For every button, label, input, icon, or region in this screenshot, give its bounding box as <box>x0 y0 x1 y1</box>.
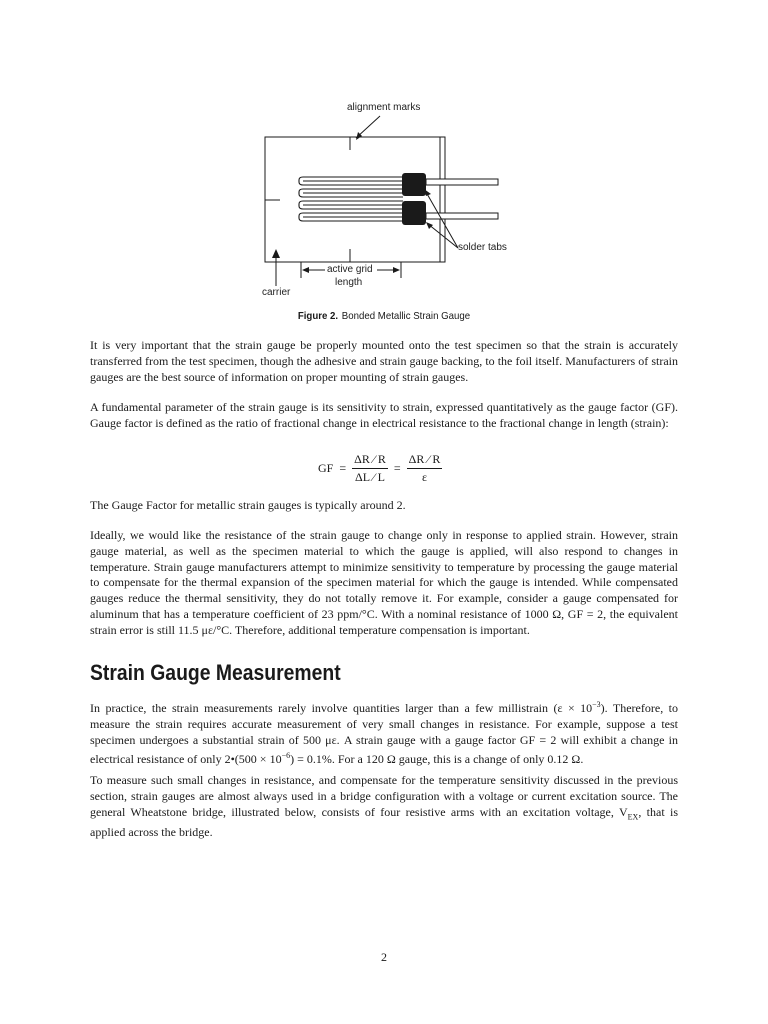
paragraph-bridge-subscript: EX <box>627 811 639 821</box>
foil-grid <box>299 177 403 221</box>
paragraph-bridge-part-b: , that is applied across the bridge. <box>90 804 678 839</box>
carrier-label: carrier <box>262 287 291 298</box>
paragraph-bridge <box>90 773 678 841</box>
equation-equals-2: = <box>393 461 401 475</box>
paragraph-gauge-factor: A fundamental parameter of the strain gauge is its sensitivity to strain, expressed quantitatively as the gauge factor (GF). Gauge factor is defined as the ratio of fractional change in electrical resistance to the fractional change in length (strain): <box>90 400 678 430</box>
active-grid-label-line1: active grid <box>327 264 373 275</box>
paragraph-bridge-part-a: To measure such small changes in resistance, and compensate for the temperature sensitivity discussed in the previous section, strain gauges are almost always used in a bridge configuration with a voltage or current excitation source. The general Wheatstone bridge, illustrated below, consists of four resistive arms with an excitation voltage, V <box>90 773 678 819</box>
strain-gauge-diagram <box>0 0 768 310</box>
paragraph-practice-part-b: ). Therefore, to measure the strain requires accurate measurement of very small changes in resistance. For example, suppose a test specimen undergoes a substantial strain of 500 με. A strain gauge with a gauge factor GF = 2 will exhibit a change in electrical resistance of only 2•(500 × 10 <box>90 701 678 767</box>
alignment-marks-label: alignment marks <box>347 102 421 113</box>
equation-lhs: GF <box>318 461 334 475</box>
carrier-outline <box>265 137 445 262</box>
paragraph-practice-exponent-2: −6 <box>281 751 291 761</box>
paragraph-practice-exponent-1: −3 <box>592 700 601 709</box>
equation-fraction-2 <box>407 452 443 485</box>
equation-fraction-1-numerator: ΔR ⁄ R <box>352 452 388 469</box>
equation-fraction-1 <box>352 452 388 485</box>
figure-caption <box>31 310 738 322</box>
paragraph-temperature: Ideally, we would like the resistance of the strain gauge to change only in response to applied strain. However, strain gauge material, as well as the specimen material to which the gauge is applied, will also respond to changes in temperature. Strain gauge manufacturers attempt to minimize sensitivity to temperature by processing the gauge material to compensate for the thermal expansion of the specimen material for which the gauge is intended. While compensated gauges reduce the thermal sensitivity, they do not totally remove it. For example, consider a gauge compensated for aluminum that has a temperature coefficient of 23 ppm/°C. With a nominal resistance of 1000 Ω, GF = 2, the equivalent strain error is still 11.5 με/°C. Therefore, additional temperature compensation is important. <box>90 528 678 637</box>
gauge-factor-equation <box>318 452 442 485</box>
solder-tabs-leader-bottom <box>428 224 458 248</box>
paragraph-practice-part-c: ) = 0.1%. For a 120 Ω gauge, this is a change of only 0.12 Ω. <box>290 752 584 767</box>
strain-gauge-figure <box>0 0 768 330</box>
carrier-arrowhead <box>272 249 280 258</box>
equation-fraction-2-denominator: ε <box>421 470 428 484</box>
solder-tabs-arrowhead-bottom <box>426 222 433 229</box>
active-grid-label-line2: length <box>335 277 363 288</box>
section-heading: Strain Gauge Measurement <box>90 660 341 685</box>
paragraph-practice-part-a: In practice, the strain measurements rarely involve quantities larger than a few millistrain (ε × 10 <box>90 701 593 715</box>
paragraph-typical-gf: The Gauge Factor for metallic strain gauges is typically around 2. <box>90 498 406 512</box>
equation-fraction-2-numerator: ΔR ⁄ R <box>407 452 443 469</box>
equation-equals-1: = <box>339 461 347 475</box>
figure-caption-text: Bonded Metallic Strain Gauge <box>341 310 471 322</box>
solder-tabs-leader-top <box>426 192 458 248</box>
solder-tab-bottom <box>402 201 426 225</box>
paragraph-mounting: It is very important that the strain gauge be properly mounted onto the test specimen so that the strain is accurately transferred from the test specimen, though the adhesive and strain gauge backing, to the foil itself. Manufacturers of strain gauges are the best source of information on proper mounting of strain gauges. <box>90 338 678 384</box>
paragraph-practice <box>90 697 678 768</box>
figure-caption-number: Figure 2. <box>297 310 339 322</box>
lead-wires <box>426 179 498 219</box>
solder-tabs-label: solder tabs <box>458 242 507 253</box>
equation-fraction-1-denominator: ΔL ⁄ L <box>355 470 385 484</box>
solder-tab-top <box>402 173 426 196</box>
page-number: 2 <box>381 950 387 964</box>
